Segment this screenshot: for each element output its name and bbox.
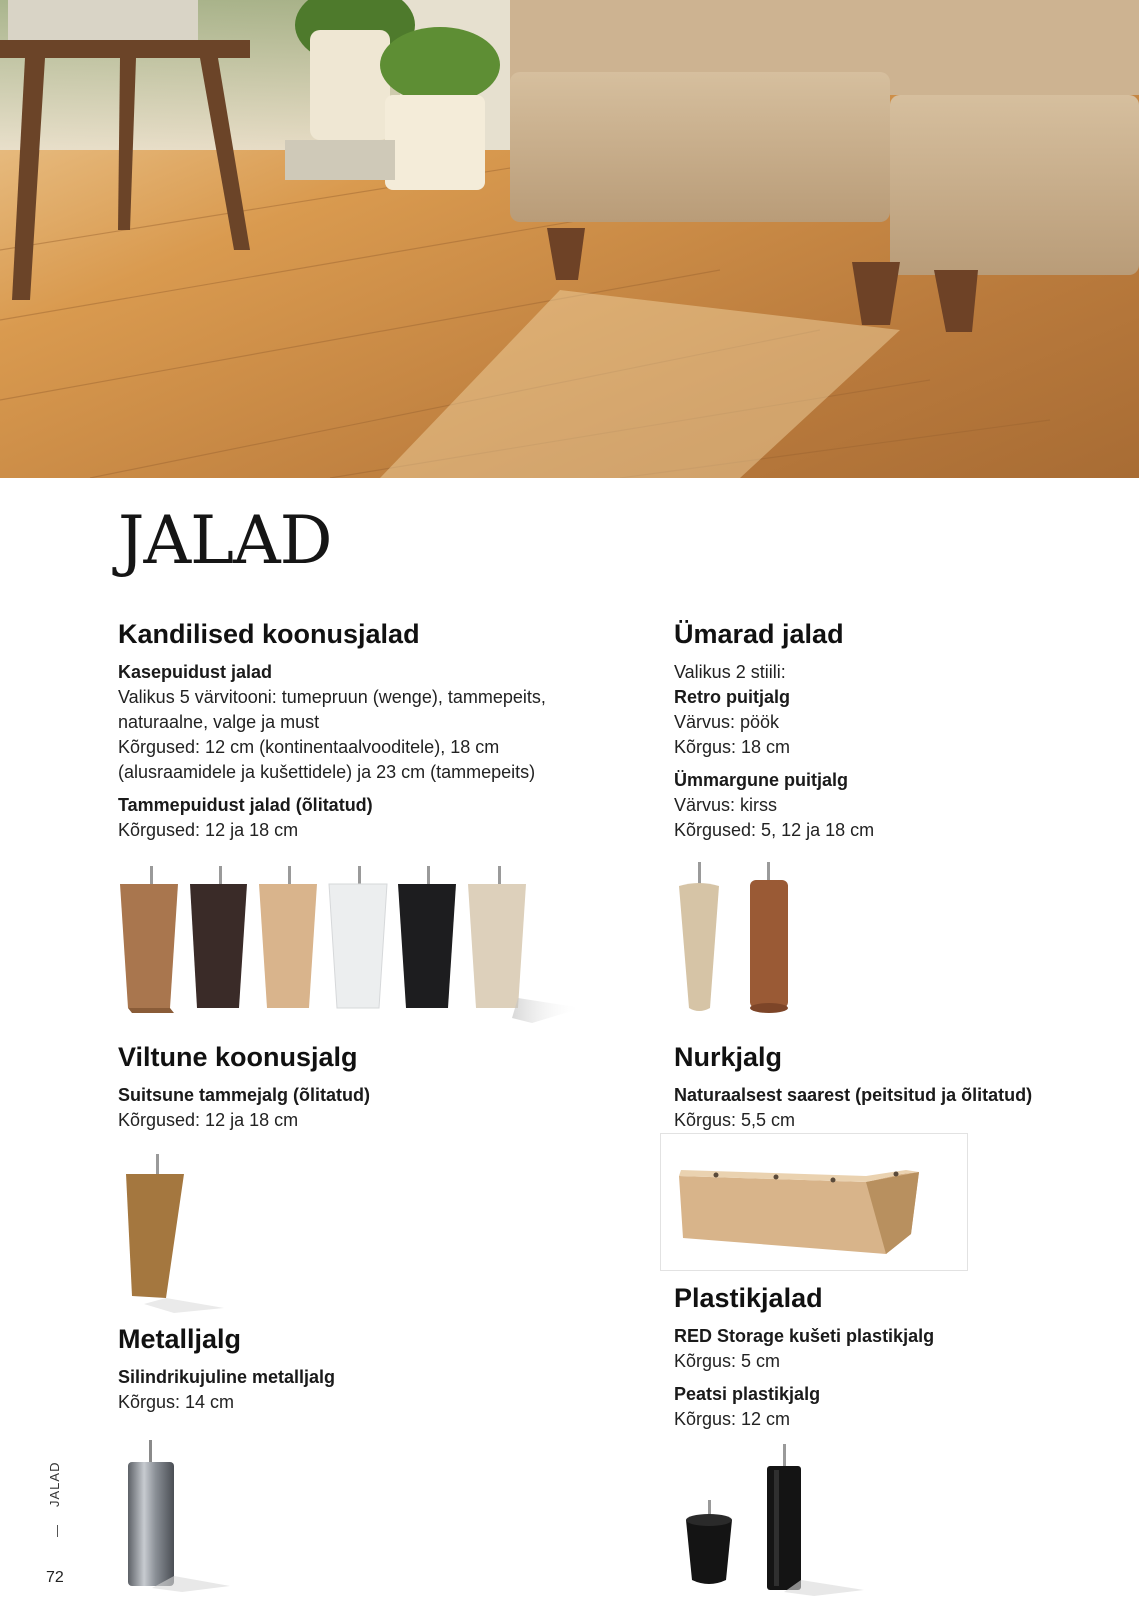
hero-photo	[0, 0, 1139, 478]
subheading-cylindrical-metal: Silindrikujuline metalljalg	[118, 1366, 336, 1387]
description-line: Kõrgused: 12 ja 18 cm	[118, 1109, 299, 1130]
section-heading: Kandilised koonusjalad	[118, 619, 420, 649]
section-round-legs	[674, 620, 1114, 843]
description-line: Kõrgus: 14 cm	[118, 1391, 235, 1412]
description-line: Kõrgus: 5 cm	[674, 1350, 781, 1371]
leg-oak-stain	[120, 866, 178, 1013]
description-line: Kõrgus: 5,5 cm	[674, 1109, 796, 1130]
plastic-legs-photo	[674, 1440, 874, 1598]
section-square-tapered-legs	[118, 620, 618, 843]
leg-white	[329, 866, 387, 1008]
subheading-retro-leg: Retro puitjalg	[674, 686, 790, 707]
side-section-label: JALAD	[47, 1461, 62, 1507]
leg-round-cherry	[750, 862, 788, 1013]
section-heading: Plastikjalad	[674, 1283, 823, 1313]
description-line: Värvus: kirss	[674, 794, 778, 815]
section-slanted-tapered-leg	[118, 1043, 598, 1133]
description-line: (alusraamidele ja kušettidele) ja 23 cm (tammepeits)	[118, 761, 536, 782]
leg-retro-beech	[679, 862, 719, 1011]
subheading-smoked-oak: Suitsune tammejalg (õlitatud)	[118, 1084, 371, 1105]
section-plastic-legs	[674, 1284, 1114, 1432]
leg-wenge	[190, 866, 247, 1008]
side-divider	[57, 1525, 58, 1537]
section-corner-leg	[674, 1043, 1114, 1133]
section-heading: Ümarad jalad	[674, 619, 844, 649]
subheading-natural-ash: Naturaalsest saarest (peitsitud ja õlitatud)	[674, 1084, 1033, 1105]
subheading-round-leg: Ümmargune puitjalg	[674, 769, 849, 790]
round-legs-photo	[674, 858, 880, 1034]
leg-red-storage-plastic	[686, 1500, 732, 1584]
section-metal-leg	[118, 1325, 598, 1415]
square-legs-photo	[112, 858, 594, 1036]
description-line: Valikus 5 värvitooni: tumepruun (wenge), tammepeits,	[118, 686, 546, 707]
metal-leg-photo	[112, 1436, 236, 1596]
section-heading: Viltune koonusjalg	[118, 1042, 358, 1072]
section-heading: Nurkjalg	[674, 1042, 783, 1072]
page-title: JALAD	[118, 502, 332, 579]
section-heading: Metalljalg	[118, 1324, 242, 1354]
subheading-headboard-leg: Peatsi plastikjalg	[674, 1383, 821, 1404]
leg-natural	[259, 866, 317, 1008]
leg-headboard-plastic	[767, 1444, 864, 1596]
description-line: Kõrgus: 12 cm	[674, 1408, 791, 1429]
description-line: Kõrgused: 12 ja 18 cm	[118, 819, 299, 840]
leg-black	[398, 866, 456, 1008]
corner-leg-photo	[660, 1133, 968, 1271]
description-line: naturaalne, valge ja must	[118, 711, 320, 732]
subheading-oak-legs: Tammepuidust jalad (õlitatud)	[118, 794, 373, 815]
subheading-birch-legs: Kasepuidust jalad	[118, 661, 273, 682]
description-line: Kõrgused: 12 cm (kontinentaalvooditele), 18 cm	[118, 736, 500, 757]
intro-text: Valikus 2 stiili:	[674, 661, 786, 682]
subheading-red-storage-leg: RED Storage kušeti plastikjalg	[674, 1325, 935, 1346]
description-line: Kõrgus: 18 cm	[674, 736, 791, 757]
slanted-leg-photo	[104, 1148, 249, 1316]
description-line: Kõrgused: 5, 12 ja 18 cm	[674, 819, 875, 840]
leg-oiled-oak	[468, 866, 582, 1023]
page-number: 72	[46, 1569, 64, 1586]
description-line: Värvus: pöök	[674, 711, 780, 732]
